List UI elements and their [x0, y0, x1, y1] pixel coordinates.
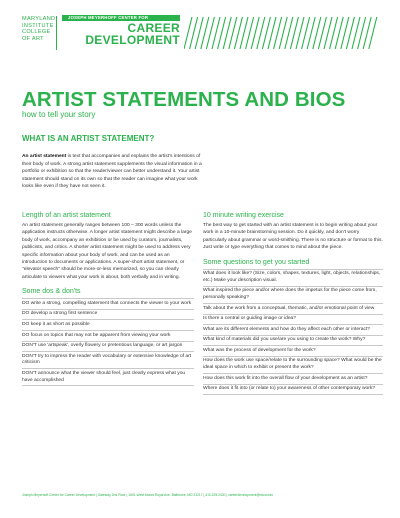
left-column [22, 212, 194, 386]
dos-heading: Some dos & don'ts [22, 288, 81, 296]
page-subtitle: how to tell your story [22, 110, 96, 119]
length-paragraph: An artist statement generally ranges between 100 – 300 words unless the application instructs otherwise. A longer artist statement might describe a large body of work, accompany an exhibition or be used by curators, journalists, publicists, and critics. A shorter artist statement might be used to address very specific information about your body of work, and can be used as an introduction to documents or applications. A super-short artist statement, or "elevator speech" should be more-or-less memorized, so you can clearly articulate to viewers what your work is about, both verbally and in writing. [22, 223, 192, 280]
dos-list [22, 298, 194, 386]
institution-line: COLLEGE [22, 29, 51, 36]
header-divider [56, 16, 57, 50]
questions-list [203, 269, 383, 396]
intro-paragraph [22, 153, 202, 191]
list-item: DON'T announce what the viewer should feel, just clearly express what you have accomplished [22, 369, 194, 386]
list-item: Where does it fit into (or relate to) your awareness of other contemporary work? [203, 385, 383, 396]
list-item: What kind of materials did you use/are you using to create the work? Why? [203, 336, 383, 347]
institution-line: INSTITUTE [22, 22, 54, 29]
institution-line: MARYLAND [22, 16, 56, 22]
list-item: DO develop a strong first sentence [22, 310, 194, 321]
career-center-logo [62, 15, 180, 47]
career-word: CAREER [127, 21, 180, 35]
questions-heading: Some questions to get you started [203, 258, 310, 266]
center-name: JOSEPH MEYERHOFF CENTER FOR [62, 15, 180, 21]
list-item: DO keep it as short as possible [22, 320, 194, 331]
list-item: How does this work fit into the overall flow of your development as an artist? [203, 374, 383, 385]
right-column [203, 212, 383, 395]
list-item: How does the work use space/relate to the surrounding space? What would be the ideal space in which to exhibit or present the work? [203, 357, 383, 374]
intro-lead: An artist statement [22, 154, 67, 159]
list-item: Talk about the work from a conceptual, thematic, and/or emotional point of view [203, 304, 383, 315]
length-heading: Length of an artist statement [22, 212, 111, 219]
list-item: Is there a central or guiding image or idea? [203, 315, 383, 326]
institution-line: OF ART [22, 35, 44, 42]
list-item: DON'T try to impress the reader with vocabulary or extensive knowledge of art criticism [22, 352, 194, 369]
list-item: What inspired the piece and/or where does the impetus for the piece come from, personally speaking? [203, 287, 383, 304]
list-item: What was the process of development for the work? [203, 346, 383, 357]
footer-contact: Joseph Meyerhoff Center for Career Development | Gateway 2nd Floor | 1601 West Mount Royal Ave. Baltimore, MD 21217 | 410.225.2430 | careerdevelopment@mica.edu [22, 493, 274, 497]
list-item: DON'T use 'artspeak', overly flowery or pretentious language, or art jargon [22, 342, 194, 353]
writing-paragraph: The best way to get started with an artist statement is to begin writing about your work in a 10-minute brainstorming session. Do it quickly, and don't worry particularly about grammar or word-smithing. There is no structure or format to this. Just write or type everything that comes to mind about the piece. [203, 223, 383, 251]
section-heading-what: WHAT IS AN ARTIST STATEMENT? [22, 134, 155, 143]
intro-rest: is text that accompanies and explains the artist's intentions of their body of work. A strong artist statement supplements the visual information in a portfolio or exhibition so that the reader/viewer can better understand it. Your artist statement should stand on its own so that the reader can imagine what your work looks like even if they have not seen it. [22, 154, 202, 189]
institution-logo-text [22, 16, 55, 42]
list-item: DO write a strong, compelling statement that connects the viewer to your work [22, 298, 194, 310]
list-item: What does it look like? (Size, colors, shapes, textures, light, objects, relationships, etc.) Make your description visual. [203, 269, 383, 287]
page-title: ARTIST STATEMENTS AND BIOS [22, 88, 346, 111]
hatch-pattern [184, 15, 380, 51]
list-item: What are its different elements and how do they affect each other or interact? [203, 325, 383, 336]
development-word: DEVELOPMENT [85, 33, 180, 47]
list-item: DO focus on topics that may not be apparent from viewing your work [22, 331, 194, 342]
writing-heading: 10 minute writing exercise [203, 212, 284, 219]
